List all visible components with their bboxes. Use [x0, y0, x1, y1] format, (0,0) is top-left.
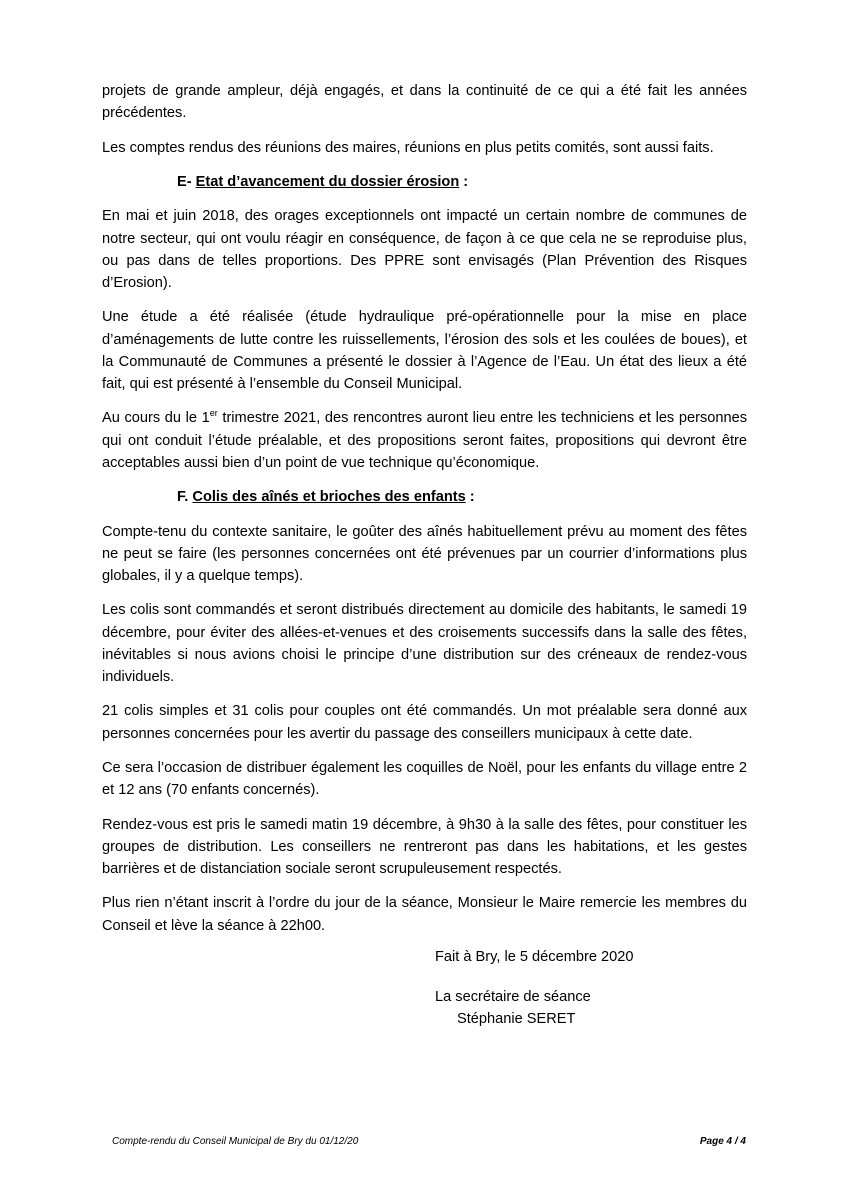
section-f-title: Colis des aînés et brioches des enfants	[192, 489, 466, 506]
section-f-heading	[102, 486, 747, 508]
footer-title: Compte-rendu du Conseil Municipal de Bry du 01/12/20	[112, 1136, 359, 1147]
section-f-paragraph-3: 21 colis simples et 31 colis pour couples ont été commandés. Un mot préalable sera donné aux personnes concernées pour les avertir du passage des conseillers municipaux à cette date.	[102, 703, 747, 742]
section-f-paragraph-1: Compte-tenu du contexte sanitaire, le goûter des aînés habituellement prévu au moment des fêtes ne peut se faire (les personnes concernées ont été prévenues par un courrier d’informations plus globales, il y a quelque temps).	[102, 523, 747, 584]
signatory-role: La secrétaire de séance	[435, 989, 591, 1005]
page-footer	[112, 1136, 746, 1147]
place-date: Fait à Bry, le 5 décembre 2020	[435, 949, 634, 965]
section-e-paragraph-2: Une étude a été réalisée (étude hydraulique pré-opérationnelle pour la mise en place d’aménagements de lutte contre les ruissellements, l’érosion des sols et les coulées de boues), et la Communauté de Communes a présenté le dossier à l’Agence de l’Eau. Un état des lieux a été fait, qui est présenté à l’ensemble du Conseil Municipal.	[102, 309, 747, 392]
section-f-paragraph-4: Ce sera l’occasion de distribuer également les coquilles de Noël, pour les enfants du village entre 2 et 12 ans (70 enfants concernés).	[102, 759, 747, 799]
section-e-p3-superscript: er	[209, 408, 218, 419]
section-e-heading	[102, 171, 747, 193]
section-f-suffix: :	[465, 489, 475, 506]
section-f-paragraph-5: Rendez-vous est pris le samedi matin 19 décembre, à 9h30 à la salle des fêtes, pour constituer les groupes de distribution. Les conseillers ne rentreront pas dans les habitations, et les gestes barrières et de distanciation sociale seront scrupuleusement respectés.	[102, 816, 747, 877]
section-e-paragraph-3	[102, 407, 747, 474]
section-e-prefix: E-	[177, 173, 196, 190]
document-body	[102, 80, 747, 949]
section-e-paragraph-1: En mai et juin 2018, des orages exceptionnels ont impacté un certain nombre de communes de notre secteur, qui ont voulu réagir en conséquence, de façon à ce que cela ne se reproduise plus, ou pas dans de telles proportions. Des PPRE sont envisagés (Plan Prévention des Risques d’Erosion).	[102, 208, 747, 291]
section-e-title: Etat d’avancement du dossier érosion	[195, 173, 460, 190]
section-e-p3-end: trimestre 2021, des rencontres auront lieu entre les techniciens et les personnes qui ont conduit l’étude préalable, et des propositions seront faites, propositions qui devront être acceptables aussi bien d’un point de vue technique qu’économique.	[102, 410, 748, 471]
section-e-p3-start: Au cours du le 1	[102, 410, 210, 427]
page-number: Page 4 / 4	[699, 1136, 746, 1147]
section-f-prefix: F.	[177, 489, 193, 506]
signature-block	[435, 946, 633, 1030]
section-e-suffix: :	[459, 173, 469, 190]
intro-paragraph-1: projets de grande ampleur, déjà engagés, et dans la continuité de ce qui a été fait les années précédentes.	[102, 83, 747, 122]
intro-paragraph-2: Les comptes rendus des réunions des maires, réunions en plus petits comités, sont aussi faits.	[102, 139, 714, 156]
signatory-name: Stéphanie SERET	[457, 1011, 576, 1027]
section-f-paragraph-2: Les colis sont commandés et seront distribués directement au domicile des habitants, le samedi 19 décembre, pour éviter des allées-et-venues et des croisements successifs dans la salle des fêtes, inévitables si nous avions choisi le principe d’une distribution sur des créneaux de rendez-vous individuels.	[102, 602, 747, 685]
closing-paragraph: Plus rien n’étant inscrit à l’ordre du jour de la séance, Monsieur le Maire remercie les membres du Conseil et lève la séance à 22h00.	[102, 895, 747, 934]
